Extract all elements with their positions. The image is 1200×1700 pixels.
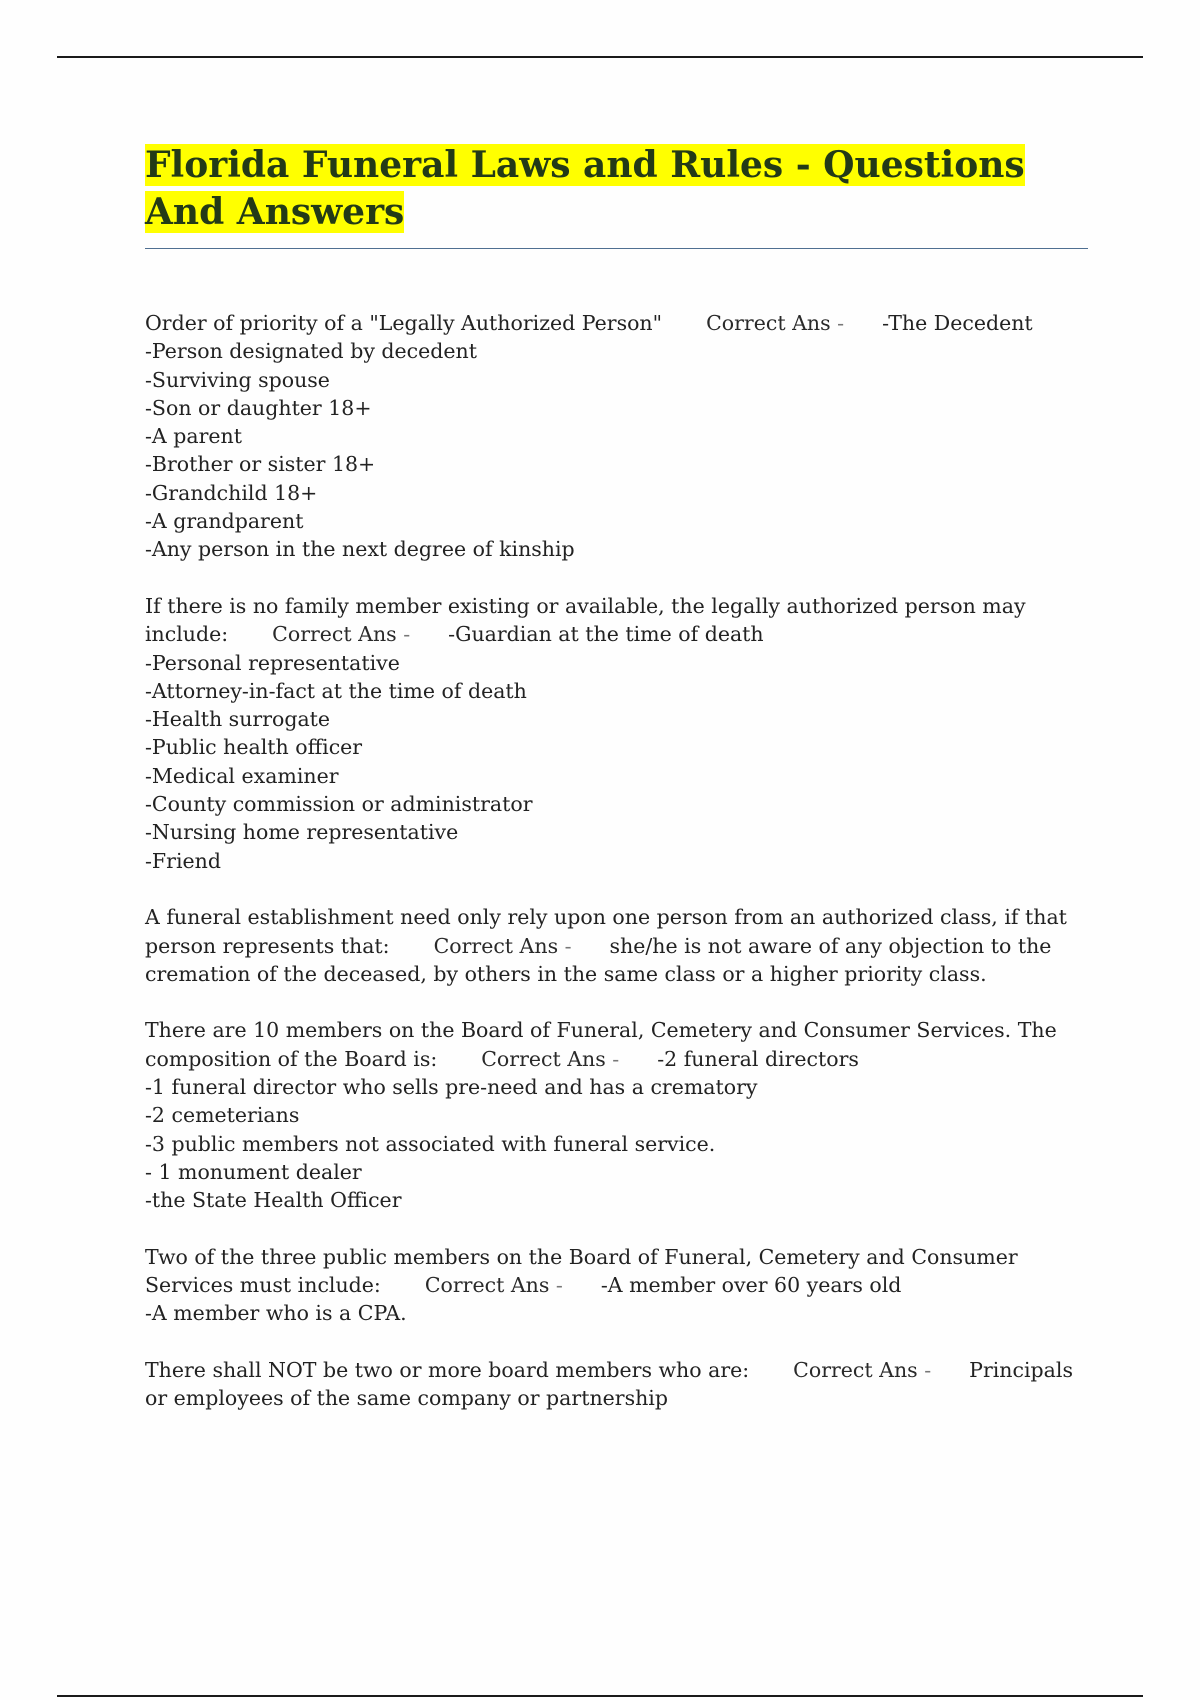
qa-item [145,592,1095,875]
qa-item [145,1356,1095,1413]
title-underline [145,248,1088,249]
correct-answer-label: Correct Ans [433,933,559,958]
correct-answer-label: Correct Ans [424,1273,550,1298]
answer-line: -Personal representative [145,650,400,675]
answer-line: -County commission or administrator [145,792,533,817]
answer-separator: - [558,933,572,958]
answer-line: -Surviving spouse [145,367,330,392]
qa-item [145,1016,1095,1214]
answer-text: -The Decedent [882,311,1033,335]
correct-answer-label: Correct Ans [481,1046,606,1071]
answer-line: -Person designated by decedent [145,339,477,364]
qa-list [145,309,1095,1441]
question-text: Order of priority of a "Legally Authorized Person" [145,311,663,335]
page-title [145,142,1095,236]
answer-line: - 1 monument dealer [145,1159,362,1184]
header-rule [57,56,1143,58]
question-line [145,1016,1095,1073]
question-line [145,592,1095,649]
answer-text: she/he is not aware of any objection to the cremation of the deceased, by others in the same class or a higher priority class. [145,933,1058,986]
answer-separator: - [830,311,845,335]
question-line [145,309,1095,337]
answer-line: -Public health officer [145,735,363,760]
correct-answer-label: Correct Ans [706,311,831,335]
answer-separator: - [605,1046,620,1071]
answer-text: -Guardian at the time of death [448,622,764,647]
question-text: There shall NOT be two or more board members who are: [145,1357,750,1382]
correct-answer-label: Correct Ans [272,622,397,647]
answer-line: -Health surrogate [145,707,331,732]
answer-text: -A member over 60 years old [600,1273,902,1298]
question-text: If there is no family member existing or available, the legally authorized person may include: [145,593,1033,647]
question-text: A funeral establishment need only rely upon one person from an authorized class, if that person represents that: [145,905,1074,958]
answer-text: -2 funeral directors [657,1046,859,1071]
answer-line: -2 cemeterians [145,1103,300,1128]
answer-separator: - [396,622,411,647]
answer-line: -Attorney-in-fact at the time of death [145,678,527,703]
correct-answer-label: Correct Ans [793,1357,918,1382]
qa-item [145,1243,1095,1328]
answer-line: -Any person in the next degree of kinship [145,537,575,562]
qa-item [145,903,1095,988]
answer-separator: - [549,1273,563,1298]
question-line [145,1243,1095,1300]
question-line [145,903,1095,988]
answer-line: -A grandparent [145,509,304,534]
title-text: Florida Funeral Laws and Rules - Questions And Answers [145,144,1025,233]
footer-rule [57,1695,1143,1697]
answer-line: -Grandchild 18+ [145,480,318,505]
answer-text: Principals or employees of the same company or partnership [145,1357,1080,1411]
answer-line: -A parent [145,424,242,449]
qa-item [145,309,1095,564]
answer-line: -A member who is a CPA. [145,1301,407,1326]
answer-line: -Friend [145,848,221,873]
answer-line: -Medical examiner [145,763,339,788]
answer-line: -1 funeral director who sells pre-need and has a crematory [145,1075,758,1100]
answer-line: -Nursing home representative [145,820,459,845]
answer-separator: - [917,1357,932,1382]
answer-line: -Brother or sister 18+ [145,452,376,477]
answer-line: -3 public members not associated with funeral service. [145,1131,716,1156]
question-text: There are 10 members on the Board of Funeral, Cemetery and Consumer Services. The composition of the Board is: [145,1018,1064,1071]
question-line [145,1356,1095,1413]
answer-line: -Son or daughter 18+ [145,395,372,420]
question-text: Two of the three public members on the Board of Funeral, Cemetery and Consumer Services must include: [145,1244,1025,1298]
answer-line: -the State Health Officer [145,1188,402,1213]
